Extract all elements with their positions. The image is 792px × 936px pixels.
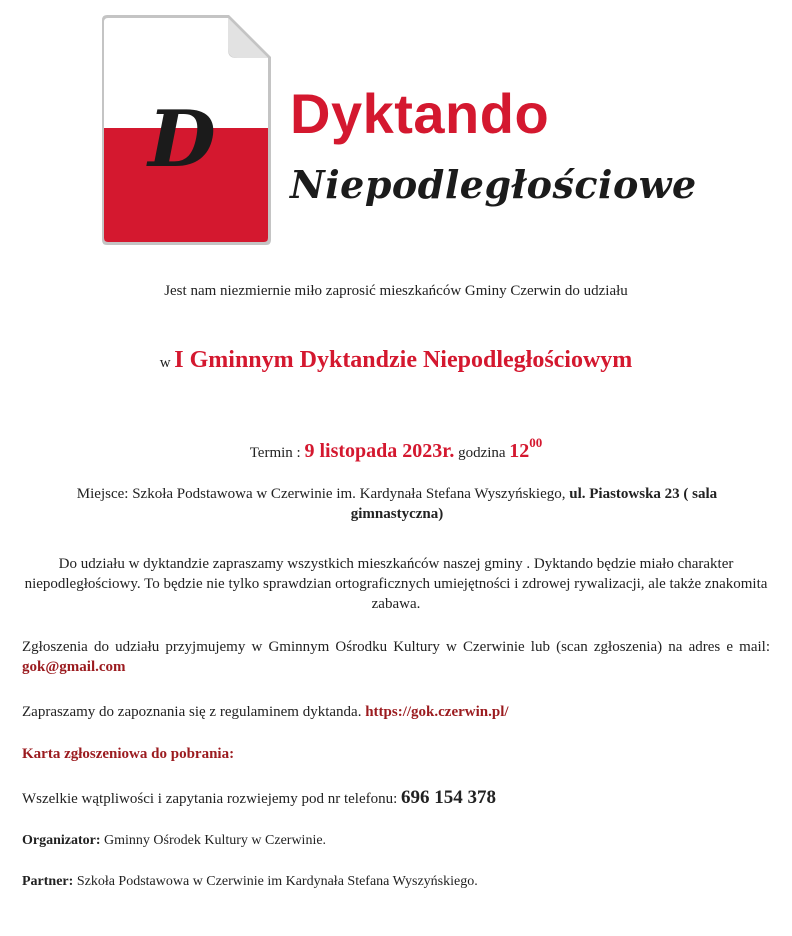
hour-label: godzina	[454, 445, 510, 461]
registration-text: Zgłoszenia do udziału przyjmujemy w Gminnym Ośrodku Kultury w Czerwinie lub (scan zgłoszenia) na adres e mail:	[22, 639, 770, 655]
phone-paragraph	[22, 786, 770, 811]
rules-paragraph	[22, 702, 770, 722]
rules-link[interactable]: https://gok.czerwin.pl/	[365, 704, 509, 720]
term-label: Termin :	[249, 445, 305, 461]
event-logo	[98, 14, 697, 249]
invitation-text: Jest nam niezmiernie miło zaprosić mieszkańców Gminy Czerwin do udziału	[164, 283, 628, 299]
event-prefix: w	[159, 355, 175, 371]
email-link[interactable]: gok@gmail.com	[22, 659, 126, 675]
phone-text: Wszelkie wątpliwości i zapytania rozwiejemy pod nr telefonu:	[22, 791, 402, 807]
registration-paragraph	[22, 637, 770, 677]
event-place	[30, 484, 764, 524]
organizer-label: Organizator:	[22, 833, 101, 848]
term-hour: 12	[509, 440, 530, 462]
event-term	[22, 426, 770, 470]
logo-subtitle: Niepodległościowe	[290, 162, 697, 207]
phone-number: 696 154 378	[401, 787, 497, 808]
term-date: 9 listopada 2023r.	[304, 440, 455, 462]
rules-text: Zapraszamy do zapoznania się z regulaminem dyktanda.	[22, 704, 366, 720]
organizer-text: Gminny Ośrodek Kultury w Czerwinie.	[100, 833, 327, 848]
partner-label: Partner:	[22, 874, 74, 889]
logo-title: Dyktando	[290, 82, 550, 145]
document-flag-icon	[98, 14, 274, 246]
svg-text:D: D	[148, 94, 216, 185]
description-paragraph: Do udziału w dyktandzie zapraszamy wszystkich mieszkańców naszej gminy . Dyktando będzie miało charakter niepodległościowy. To będzie nie tylko sprawdzian ortograficznych umiejętności i zdrowej rywalizacji, ale także znakomita zabawa.	[24, 556, 768, 612]
organizer-line	[22, 831, 770, 851]
event-name	[22, 343, 770, 380]
place-address: ul. Piastowska 23 ( sala gimnastyczna)	[350, 486, 718, 522]
place-label: Miejsce: Szkoła Podstawowa w Czerwinie im. Kardynała Stefana Wyszyńskiego,	[76, 486, 570, 502]
partner-text: Szkoła Podstawowa w Czerwinie im Kardynała Stefana Wyszyńskiego.	[73, 874, 478, 889]
event-title: I Gminnym Dyktandzie Niepodległościowym	[174, 347, 633, 373]
download-form-link[interactable]: Karta zgłoszeniowa do pobrania:	[22, 746, 235, 762]
term-minutes: 00	[529, 435, 543, 450]
partner-line	[22, 872, 770, 892]
